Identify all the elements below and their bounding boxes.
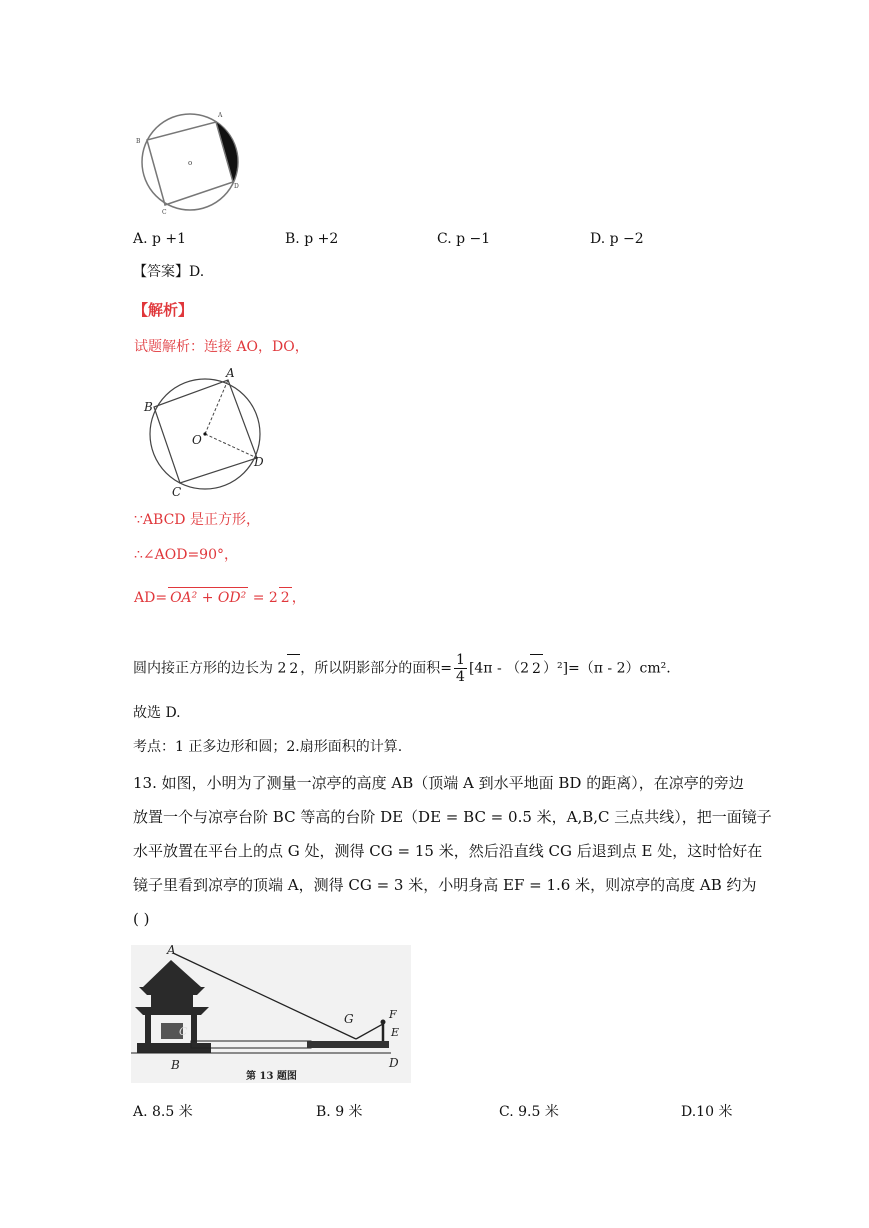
square-abcd (154, 380, 257, 483)
label-c-small: C (162, 209, 167, 216)
step-ad-rhs: = 2 (252, 590, 278, 606)
person-head (381, 1020, 386, 1025)
step-ad: AD= OA² + OD² = 2 2 ， (134, 587, 306, 608)
q13-line-3: 水平放置在平台上的点 G 处，测得 CG = 15 米，然后沿直线 CG 后退到点 E 处，这时恰好在 (133, 842, 763, 860)
q13-line-1: 13. 如图，小明为了测量一凉亭的高度 AB（顶端 A 到水平地面 BD 的距离），在凉亭的旁边 (133, 774, 744, 792)
q12-option-a: A. p +1 (133, 231, 187, 247)
label-a-small: A (218, 112, 223, 119)
label-b-small: B (136, 138, 141, 145)
label-d-small: D (234, 183, 239, 190)
q13-line-5: ( ) (133, 910, 150, 928)
q13-option-b: B. 9 米 (316, 1104, 363, 1120)
conclusion-b: ，所以阴影部分的面积= (300, 660, 453, 677)
pav-label-a: A (167, 945, 176, 957)
q13-option-d: D.10 米 (681, 1104, 733, 1120)
analysis-title: 【解析】 (133, 301, 194, 319)
center-point (203, 432, 206, 435)
q12-choice: 故选 D. (133, 705, 181, 721)
figure-caption: 第 13 题图 (246, 1071, 297, 1082)
figure-square-abcd (140, 366, 280, 502)
q13-option-a: A. 8.5 米 (133, 1104, 193, 1120)
fraction-one-quarter: $\frac{1}{4}$ (456, 652, 465, 685)
q12-option-c: C. p −1 (437, 231, 491, 247)
dashed-ao (205, 380, 228, 434)
conclusion-d: ）²]=（π - 2）cm². (542, 660, 671, 677)
label-o-small: o (188, 159, 193, 167)
q13-line-2: 放置一个与凉亭台阶 BC 等高的台阶 DE（DE = BC = 0.5 米，A,B,C 三点共线），把一面镜子 (133, 808, 772, 826)
q12-answer: 【答案】D. (133, 264, 205, 280)
label-c: C (172, 485, 182, 499)
label-o: O (192, 433, 202, 447)
label-d: D (254, 455, 264, 469)
analysis-intro: 试题解析：连接 AO，DO， (134, 339, 309, 355)
q12-option-d: D. p −2 (590, 231, 644, 247)
q13-option-c: C. 9.5 米 (499, 1104, 559, 1120)
figure-pavilion (131, 945, 411, 1083)
step-ad-lhs: AD= (134, 590, 168, 606)
pav-label-f: F (389, 1008, 397, 1021)
step-angle: ∴∠AOD=90°， (134, 547, 238, 563)
pav-label-g: G (344, 1012, 354, 1026)
pav-label-e: E (391, 1026, 400, 1039)
label-b: B (144, 400, 153, 414)
step-ad-sqrt: OA² + OD² (168, 587, 248, 608)
q13-line-4: 镜子里看到凉亭的顶端 A，测得 CG = 3 米，小明身高 EF = 1.6 米，则凉亭的高度 AB 约为 (133, 876, 757, 894)
platform-de (307, 1041, 389, 1048)
conclusion-a: 圆内接正方形的边长为 2 (133, 660, 287, 677)
step-square: ∵ABCD 是正方形， (134, 512, 260, 528)
conclusion-c: [4π - （2 (468, 660, 530, 677)
pav-label-b: B (171, 1058, 180, 1072)
pav-label-d: D (389, 1056, 399, 1070)
pav-label-c: C (179, 1025, 188, 1038)
q12-topics: 考点：1 正多边形和圆；2.扇形面积的计算. (133, 739, 403, 755)
label-a: A (226, 366, 235, 380)
q12-conclusion: 圆内接正方形的边长为 2 2 ，所以阴影部分的面积= $\frac{1}{4}$ [4π - （2 2 ）²]=（π - 2）cm². (133, 652, 671, 685)
figure-circle-shaded (130, 105, 250, 217)
q12-option-b: B. p +2 (285, 231, 339, 247)
